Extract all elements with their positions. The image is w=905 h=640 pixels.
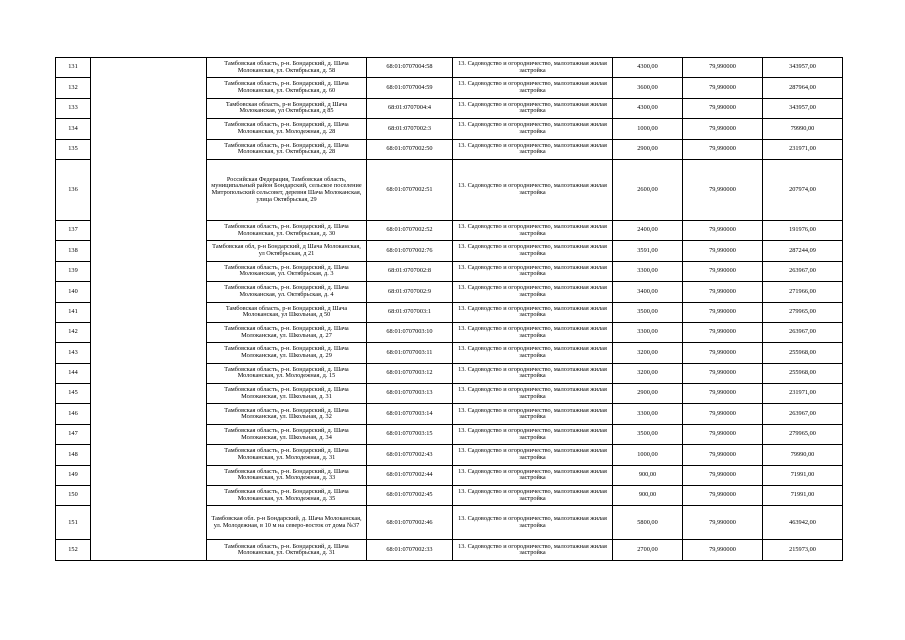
area-cell: 3400,00 [613, 282, 683, 302]
row-number-cell: 148 [56, 445, 91, 465]
cadastral-value-cell: 231971,00 [763, 384, 843, 404]
row-number-cell: 138 [56, 241, 91, 261]
spacer-cell [91, 506, 207, 540]
land-plot-table [55, 57, 843, 561]
land-use-cell: 13. Садоводство и огородничество, малоэтажная жилая застройка [453, 343, 613, 363]
address-cell: Тамбовская область, р-н. Бондарский, д. Шача Молоканская, ул. Октябрьская, д. 58 [207, 58, 367, 78]
land-use-cell: 13. Садоводство и огородничество, малоэтажная жилая застройка [453, 282, 613, 302]
area-cell: 3300,00 [613, 322, 683, 342]
land-use-cell: 13. Садоводство и огородничество, малоэтажная жилая застройка [453, 363, 613, 383]
area-cell: 900,00 [613, 486, 683, 506]
row-number-cell: 149 [56, 465, 91, 485]
address-cell: Тамбовская область, р-н. Бондарский, д. Шача Молоканская, ул. Молодежная, д. 35 [207, 486, 367, 506]
row-number-cell: 146 [56, 404, 91, 424]
area-cell: 3591,00 [613, 241, 683, 261]
row-number-cell: 150 [56, 486, 91, 506]
spacer-cell [91, 486, 207, 506]
rate-cell: 79,990000 [683, 404, 763, 424]
rate-cell: 79,990000 [683, 343, 763, 363]
spacer-cell [91, 424, 207, 444]
cadastral-number-cell: 68:01:0707002:9 [367, 282, 453, 302]
table-row [56, 139, 843, 159]
cadastral-value-cell: 271966,00 [763, 282, 843, 302]
row-number-cell: 133 [56, 98, 91, 118]
table-row [56, 282, 843, 302]
land-use-cell: 13. Садоводство и огородничество, малоэтажная жилая застройка [453, 404, 613, 424]
row-number-cell: 132 [56, 78, 91, 98]
land-use-cell: 13. Садоводство и огородничество, малоэтажная жилая застройка [453, 322, 613, 342]
cadastral-number-cell: 68:01:0707002:43 [367, 445, 453, 465]
row-number-cell: 131 [56, 58, 91, 78]
cadastral-value-cell: 343957,00 [763, 58, 843, 78]
cadastral-value-cell: 263967,00 [763, 261, 843, 281]
area-cell: 4300,00 [613, 58, 683, 78]
cadastral-value-cell: 287244,09 [763, 241, 843, 261]
cadastral-value-cell: 463942,00 [763, 506, 843, 540]
spacer-cell [91, 445, 207, 465]
land-use-cell: 13. Садоводство и огородничество, малоэтажная жилая застройка [453, 445, 613, 465]
land-use-cell: 13. Садоводство и огородничество, малоэтажная жилая застройка [453, 302, 613, 322]
land-use-cell: 13. Садоводство и огородничество, малоэтажная жилая застройка [453, 98, 613, 118]
land-use-cell: 13. Садоводство и огородничество, малоэтажная жилая застройка [453, 540, 613, 560]
area-cell: 3600,00 [613, 78, 683, 98]
area-cell: 2900,00 [613, 139, 683, 159]
cadastral-number-cell: 68:01:0707003:14 [367, 404, 453, 424]
land-use-cell: 13. Садоводство и огородничество, малоэтажная жилая застройка [453, 241, 613, 261]
address-cell: Тамбовская область, р-н. Бондарский, д. Шача Молоканская, ул. Школьная, д. 31 [207, 384, 367, 404]
cadastral-number-cell: 68:01:0707004:59 [367, 78, 453, 98]
row-number-cell: 147 [56, 424, 91, 444]
cadastral-value-cell: 279965,00 [763, 424, 843, 444]
cadastral-value-cell: 71991,00 [763, 486, 843, 506]
rate-cell: 79,990000 [683, 119, 763, 139]
cadastral-value-cell: 287964,00 [763, 78, 843, 98]
row-number-cell: 140 [56, 282, 91, 302]
cadastral-value-cell: 255968,00 [763, 343, 843, 363]
cadastral-value-cell: 71991,00 [763, 465, 843, 485]
area-cell: 3200,00 [613, 363, 683, 383]
rate-cell: 79,990000 [683, 98, 763, 118]
row-number-cell: 137 [56, 220, 91, 240]
address-cell: Тамбовская область, р-н. Бондарский, д. Шача Молоканская, ул. Молодежная, д. 15 [207, 363, 367, 383]
area-cell: 2900,00 [613, 384, 683, 404]
spacer-cell [91, 159, 207, 220]
cadastral-number-cell: 68:01:0707003:13 [367, 384, 453, 404]
row-number-cell: 144 [56, 363, 91, 383]
cadastral-number-cell: 68:01:0707002:3 [367, 119, 453, 139]
spacer-cell [91, 261, 207, 281]
spacer-cell [91, 241, 207, 261]
land-use-cell: 13. Садоводство и огородничество, малоэтажная жилая застройка [453, 424, 613, 444]
area-cell: 3300,00 [613, 261, 683, 281]
area-cell: 3500,00 [613, 424, 683, 444]
land-use-cell: 13. Садоводство и огородничество, малоэтажная жилая застройка [453, 139, 613, 159]
rate-cell: 79,990000 [683, 465, 763, 485]
rate-cell: 79,990000 [683, 445, 763, 465]
table-row [56, 98, 843, 118]
area-cell: 900,00 [613, 465, 683, 485]
address-cell: Тамбовская область, р-н. Бондарский, д. Шача Молоканская, ул. Молодежная, д. 33 [207, 465, 367, 485]
rate-cell: 79,990000 [683, 241, 763, 261]
table-row [56, 322, 843, 342]
cadastral-value-cell: 191976,00 [763, 220, 843, 240]
table-row [56, 486, 843, 506]
cadastral-value-cell: 207974,00 [763, 159, 843, 220]
cadastral-number-cell: 68:01:0707002:52 [367, 220, 453, 240]
cadastral-number-cell: 68:01:0707002:45 [367, 486, 453, 506]
address-cell: Тамбовская область, р-н. Бондарский, д. Шача Молоканская, ул. Октябрьская, д. 60 [207, 78, 367, 98]
spacer-cell [91, 343, 207, 363]
spacer-cell [91, 540, 207, 560]
cadastral-number-cell: 68:01:0707003:1 [367, 302, 453, 322]
row-number-cell: 143 [56, 343, 91, 363]
cadastral-number-cell: 68:01:0707003:12 [367, 363, 453, 383]
spacer-cell [91, 465, 207, 485]
cadastral-number-cell: 68:01:0707002:76 [367, 241, 453, 261]
spacer-cell [91, 98, 207, 118]
rate-cell: 79,990000 [683, 282, 763, 302]
cadastral-number-cell: 68:01:0707002:50 [367, 139, 453, 159]
spacer-cell [91, 322, 207, 342]
area-cell: 2600,00 [613, 159, 683, 220]
address-cell: Тамбовская область, р-н. Бондарский, д. Шача Молоканская, ул. Молодежная, д. 28 [207, 119, 367, 139]
area-cell: 3200,00 [613, 343, 683, 363]
area-cell: 2700,00 [613, 540, 683, 560]
cadastral-number-cell: 68:01:0707002:8 [367, 261, 453, 281]
cadastral-number-cell: 68:01:0707002:44 [367, 465, 453, 485]
cadastral-number-cell: 68:01:0707004:58 [367, 58, 453, 78]
cadastral-value-cell: 255968,00 [763, 363, 843, 383]
table-body [56, 58, 843, 561]
area-cell: 5800,00 [613, 506, 683, 540]
table-row [56, 241, 843, 261]
rate-cell: 79,990000 [683, 220, 763, 240]
spacer-cell [91, 220, 207, 240]
row-number-cell: 134 [56, 119, 91, 139]
cadastral-number-cell: 68:01:0707002:46 [367, 506, 453, 540]
row-number-cell: 142 [56, 322, 91, 342]
address-cell: Тамбовская область, р-н. Бондарский, д. Шача Молоканская, ул. Школьная, д. 32 [207, 404, 367, 424]
cadastral-number-cell: 68:01:0707002:51 [367, 159, 453, 220]
rate-cell: 79,990000 [683, 486, 763, 506]
rate-cell: 79,990000 [683, 261, 763, 281]
spacer-cell [91, 282, 207, 302]
cadastral-number-cell: 68:01:0707002:33 [367, 540, 453, 560]
row-number-cell: 151 [56, 506, 91, 540]
table-row [56, 220, 843, 240]
table-row [56, 261, 843, 281]
rate-cell: 79,990000 [683, 384, 763, 404]
land-use-cell: 13. Садоводство и огородничество, малоэтажная жилая застройка [453, 465, 613, 485]
address-cell: Тамбовская обл, р-н Бондарский, д Шача Молоканская, ул Октябрьская, д 21 [207, 241, 367, 261]
address-cell: Тамбовская область, р-н. Бондарский, д. Шача Молоканская, ул. Октябрьская, д. 28 [207, 139, 367, 159]
cadastral-number-cell: 68:01:0707003:11 [367, 343, 453, 363]
cadastral-value-cell: 263967,00 [763, 322, 843, 342]
address-cell: Тамбовская область, р-н. Бондарский, д. Шача Молоканская, ул. Молодежная, д. 31 [207, 445, 367, 465]
rate-cell: 79,990000 [683, 540, 763, 560]
rate-cell: 79,990000 [683, 78, 763, 98]
spacer-cell [91, 302, 207, 322]
rate-cell: 79,990000 [683, 322, 763, 342]
address-cell: Тамбовская область, р-н. Бондарский, д. Шача Молоканская, ул. Школьная, д. 29 [207, 343, 367, 363]
table-row [56, 159, 843, 220]
table-row [56, 363, 843, 383]
cadastral-value-cell: 215973,00 [763, 540, 843, 560]
cadastral-value-cell: 231971,00 [763, 139, 843, 159]
area-cell: 1000,00 [613, 445, 683, 465]
rate-cell: 79,990000 [683, 424, 763, 444]
area-cell: 3500,00 [613, 302, 683, 322]
cadastral-value-cell: 79990,00 [763, 119, 843, 139]
row-number-cell: 136 [56, 159, 91, 220]
land-use-cell: 13. Садоводство и огородничество, малоэтажная жилая застройка [453, 506, 613, 540]
address-cell: Тамбовская область, р-н. Бондарский, д. Шача Молоканская, ул. Октябрьская, д. 31 [207, 540, 367, 560]
table-row [56, 424, 843, 444]
address-cell: Тамбовская область, р-н. Бондарский, д. Шача Молоканская, ул. Октябрьская, д. 3 [207, 261, 367, 281]
row-number-cell: 141 [56, 302, 91, 322]
spacer-cell [91, 363, 207, 383]
row-number-cell: 139 [56, 261, 91, 281]
land-use-cell: 13. Садоводство и огородничество, малоэтажная жилая застройка [453, 384, 613, 404]
table-row [56, 58, 843, 78]
table-row [56, 465, 843, 485]
spacer-cell [91, 384, 207, 404]
row-number-cell: 152 [56, 540, 91, 560]
rate-cell: 79,990000 [683, 363, 763, 383]
cadastral-value-cell: 79990,00 [763, 445, 843, 465]
spacer-cell [91, 119, 207, 139]
land-use-cell: 13. Садоводство и огородничество, малоэтажная жилая застройка [453, 220, 613, 240]
address-cell: Тамбовская область, р-н Бондарский, д Шача Молоканская, ул Октябрьская, д 85 [207, 98, 367, 118]
table-row [56, 302, 843, 322]
land-use-cell: 13. Садоводство и огородничество, малоэтажная жилая застройка [453, 78, 613, 98]
address-cell: Тамбовская область, р-н. Бондарский, д. Шача Молоканская, ул. Школьная, д. 34 [207, 424, 367, 444]
spacer-cell [91, 58, 207, 78]
table-row [56, 445, 843, 465]
table-row [56, 343, 843, 363]
address-cell: Тамбовская область, р-н. Бондарский, д. Шача Молоканская, ул. Октябрьская, д. 4 [207, 282, 367, 302]
spacer-cell [91, 78, 207, 98]
spacer-cell [91, 404, 207, 424]
cadastral-number-cell: 68:01:0707003:15 [367, 424, 453, 444]
address-cell: Тамбовская область, р-н. Бондарский, д. Шача Молоканская, ул. Школьная, д. 27 [207, 322, 367, 342]
area-cell: 2400,00 [613, 220, 683, 240]
spacer-cell [91, 139, 207, 159]
row-number-cell: 145 [56, 384, 91, 404]
address-cell: Российская Федерация, Тамбовская область, муниципальный район Бондарский, сельское поселение Митропольский сельсовет, деревня Шача Молоканская, улица Октябрьская, 29 [207, 159, 367, 220]
rate-cell: 79,990000 [683, 58, 763, 78]
table-row [56, 506, 843, 540]
address-cell: Тамбовская обл. р-н Бондарский, д. Шача Молоканская, ул. Молодежная, в 10 м на северо-восток от дома №37 [207, 506, 367, 540]
area-cell: 3300,00 [613, 404, 683, 424]
table-row [56, 404, 843, 424]
cadastral-value-cell: 263967,00 [763, 404, 843, 424]
cadastral-number-cell: 68:01:0707004:4 [367, 98, 453, 118]
rate-cell: 79,990000 [683, 159, 763, 220]
row-number-cell: 135 [56, 139, 91, 159]
address-cell: Тамбовская область, р-н Бондарский, д Шача Молоканская, ул Школьная, д 50 [207, 302, 367, 322]
table-row [56, 78, 843, 98]
land-use-cell: 13. Садоводство и огородничество, малоэтажная жилая застройка [453, 159, 613, 220]
rate-cell: 79,990000 [683, 302, 763, 322]
rate-cell: 79,990000 [683, 139, 763, 159]
table-row [56, 384, 843, 404]
table-row [56, 540, 843, 560]
land-use-cell: 13. Садоводство и огородничество, малоэтажная жилая застройка [453, 261, 613, 281]
land-use-cell: 13. Садоводство и огородничество, малоэтажная жилая застройка [453, 58, 613, 78]
address-cell: Тамбовская область, р-н. Бондарский, д. Шача Молоканская, ул. Октябрьская, д. 30 [207, 220, 367, 240]
land-use-cell: 13. Садоводство и огородничество, малоэтажная жилая застройка [453, 119, 613, 139]
area-cell: 4300,00 [613, 98, 683, 118]
cadastral-value-cell: 343957,00 [763, 98, 843, 118]
area-cell: 1000,00 [613, 119, 683, 139]
cadastral-value-cell: 279965,00 [763, 302, 843, 322]
cadastral-number-cell: 68:01:0707003:10 [367, 322, 453, 342]
table-row [56, 119, 843, 139]
land-use-cell: 13. Садоводство и огородничество, малоэтажная жилая застройка [453, 486, 613, 506]
rate-cell: 79,990000 [683, 506, 763, 540]
